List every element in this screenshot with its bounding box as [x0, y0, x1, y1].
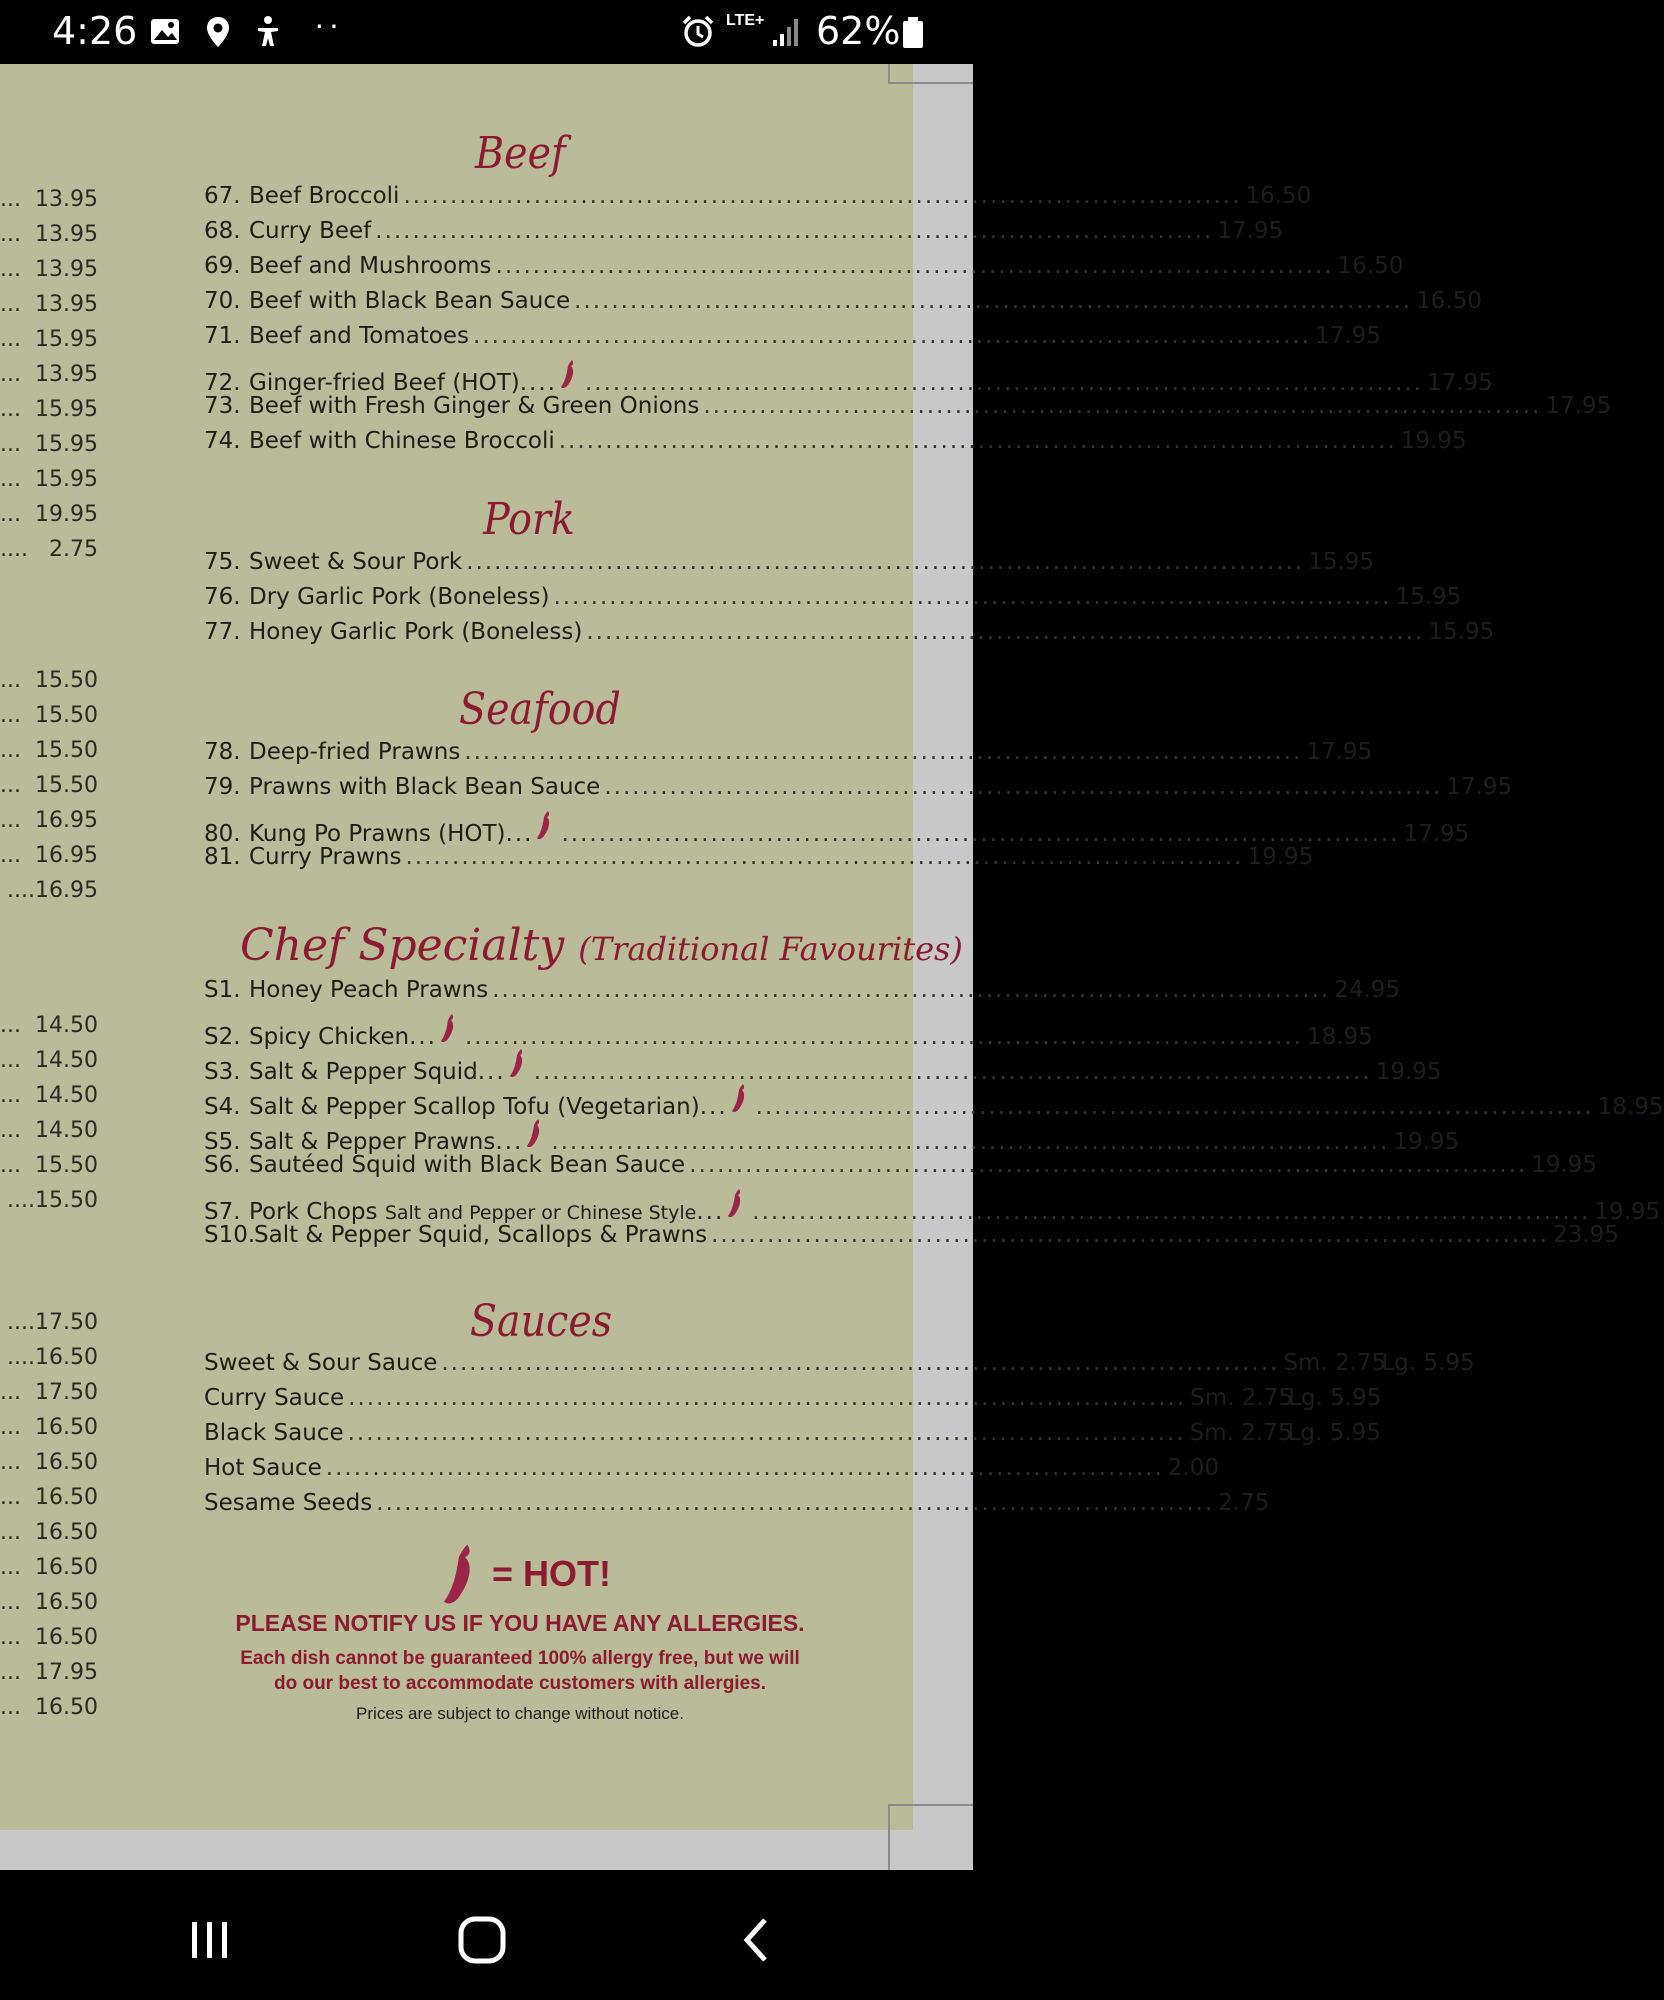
sauce-large-price: Lg. 5.95 — [1288, 1385, 1382, 1411]
item-name: Beef and Mushrooms — [249, 253, 492, 279]
chili-pepper-icon — [508, 1047, 528, 1079]
back-icon[interactable] — [725, 1910, 785, 1970]
item-price: 17.95 — [1315, 323, 1381, 349]
sauce-item: Sweet & Sour Sauce .......................................................................................... Sm. 2.75 Lg. 5.95 — [204, 1350, 1475, 1376]
menu-item: 79. Prawns with Black Bean Sauce .......................................................................................... 17.95 — [204, 774, 1513, 800]
left-price: ... 16.50 — [0, 1590, 98, 1615]
item-name: Beef with Black Bean Sauce — [249, 288, 571, 314]
hot-legend-text: = HOT! — [492, 1553, 612, 1594]
home-icon[interactable] — [452, 1910, 512, 1970]
item-price: 19.95 — [1375, 1059, 1442, 1085]
menu-item: S4. Salt & Pepper Scallop Tofu (Vegetarian) ... .......................................................................................... 18.95 — [204, 1082, 836, 1116]
left-price: ... 19.95 — [0, 502, 98, 527]
page-edge — [888, 64, 890, 84]
item-name: Beef with Chinese Broccoli — [249, 428, 555, 454]
sauce-item: Hot Sauce .......................................................................................... 2.00 — [204, 1455, 1219, 1481]
item-number: 75. — [204, 549, 241, 575]
menu-item: 81. Curry Prawns .......................................................................................... 19.95 — [204, 844, 1314, 870]
alarm-icon — [680, 14, 716, 50]
menu-page — [0, 64, 1664, 1830]
left-price: ... 15.95 — [0, 467, 98, 492]
item-price: 16.50 — [1416, 288, 1482, 314]
item-number: S7. — [204, 1199, 241, 1225]
allergy-disclaimer — [180, 1646, 860, 1696]
network-type: LTE+ — [726, 12, 765, 29]
item-number: 74. — [204, 428, 241, 454]
left-price: ... 13.95 — [0, 362, 98, 387]
signal-icon — [770, 14, 806, 50]
item-number: 73. — [204, 393, 241, 419]
sauce-large-price: Lg. 5.95 — [1287, 1420, 1381, 1446]
left-price: ... 13.95 — [0, 292, 98, 317]
item-price: 24.95 — [1334, 977, 1401, 1003]
sauce-small-price: Sm. 2.75 — [1190, 1385, 1293, 1411]
left-price: ....15.50 — [7, 1188, 98, 1213]
item-price: 19.95 — [1594, 1199, 1661, 1225]
item-price: 19.95 — [1247, 844, 1314, 870]
item-price: 15.95 — [1428, 619, 1495, 645]
item-number: 80. — [204, 821, 241, 847]
left-price: ... 13.95 — [0, 257, 98, 282]
item-price: 19.95 — [1531, 1152, 1598, 1178]
sauce-item: Sesame Seeds .......................................................................................... 2.75 — [204, 1490, 1270, 1516]
left-price: ... 17.50 — [0, 1380, 98, 1405]
item-number: S1. — [204, 977, 241, 1003]
left-price: ... 16.95 — [0, 843, 98, 868]
section-title-chef-specialty — [240, 920, 963, 971]
left-price: ... 16.50 — [0, 1415, 98, 1440]
item-name: Ginger-fried Beef (HOT) — [249, 370, 520, 396]
sauce-price: 2.75 — [1218, 1490, 1270, 1516]
item-number: 70. — [204, 288, 241, 314]
menu-item: S2. Spicy Chicken ... .......................................................................................... 18.95 — [204, 1012, 836, 1046]
item-number: S5. — [204, 1129, 241, 1155]
battery-icon — [900, 14, 926, 50]
item-name: Kung Po Prawns (HOT) — [249, 821, 506, 847]
item-name: Beef Broccoli — [249, 183, 400, 209]
item-number: 76. — [204, 584, 241, 610]
left-price: ... 13.95 — [0, 222, 98, 247]
item-name: Sweet & Sour Pork — [249, 549, 463, 575]
menu-item: 70. Beef with Black Bean Sauce .......................................................................................... 16.50 — [204, 288, 1482, 314]
left-price: ....16.50 — [7, 1345, 98, 1370]
left-price: ... 16.50 — [0, 1625, 98, 1650]
item-number: 78. — [204, 739, 241, 765]
sauce-name: Black Sauce — [204, 1420, 344, 1446]
section-title-pork: Pork — [483, 494, 575, 545]
item-price: 18.95 — [1307, 1024, 1373, 1050]
left-price: ... 14.50 — [0, 1118, 98, 1143]
item-name: Deep-fried Prawns — [249, 739, 461, 765]
left-price: ... 13.95 — [0, 187, 98, 212]
left-price: ... 15.50 — [0, 668, 98, 693]
chili-pepper-icon — [525, 1117, 545, 1149]
item-number: S10. — [204, 1222, 256, 1248]
allergy-line-1: Each dish cannot be guaranteed 100% allergy free, but we will — [240, 1648, 800, 1669]
chili-pepper-icon — [535, 809, 555, 841]
chef-specialty-subtitle: (Traditional Favourites) — [578, 930, 963, 968]
page-edge — [888, 1806, 890, 1870]
left-price: ... 16.50 — [0, 1555, 98, 1580]
left-price: ....17.50 — [7, 1310, 98, 1335]
item-price: 17.95 — [1545, 393, 1612, 419]
item-price: 17.95 — [1306, 739, 1373, 765]
chili-pepper-icon — [730, 1082, 750, 1114]
left-price: ....16.95 — [7, 878, 98, 903]
sauce-item: Curry Sauce .......................................................................................... Sm. 2.75 Lg. 5.95 — [204, 1385, 1382, 1411]
item-number: 79. — [204, 774, 241, 800]
item-name: Beef with Fresh Ginger & Green Onions — [249, 393, 700, 419]
battery-percent: 62% — [816, 9, 901, 53]
left-price: ... 15.95 — [0, 432, 98, 457]
item-name: Spicy Chicken — [249, 1024, 410, 1050]
section-title-seafood: Seafood — [458, 684, 621, 735]
menu-item: 68. Curry Beef .......................................................................................... 17.95 — [204, 218, 1284, 244]
chili-pepper-icon — [439, 1012, 459, 1044]
left-price: ... 14.50 — [0, 1083, 98, 1108]
item-price: 19.95 — [1400, 428, 1467, 454]
page-edge — [888, 1804, 973, 1806]
item-number: 71. — [204, 323, 241, 349]
item-price: 16.50 — [1337, 253, 1404, 279]
chili-pepper-icon — [440, 1540, 482, 1608]
item-name: Salt & Pepper Scallop Tofu (Vegetarian) — [249, 1094, 700, 1120]
menu-item: S1. Honey Peach Prawns .......................................................................................... 24.95 — [204, 977, 1401, 1003]
item-price: 17.95 — [1217, 218, 1284, 244]
item-number: 77. — [204, 619, 241, 645]
navigation-bar — [0, 1870, 973, 2000]
status-bar — [0, 0, 973, 64]
left-price: ... 16.95 — [0, 808, 98, 833]
sauce-name: Sesame Seeds — [204, 1490, 373, 1516]
sauce-price: 2.00 — [1167, 1455, 1219, 1481]
item-number: 72. — [204, 370, 241, 396]
left-price: ... 15.50 — [0, 703, 98, 728]
item-name: Curry Prawns — [249, 844, 402, 870]
item-number: 68. — [204, 218, 241, 244]
item-price: 17.95 — [1446, 774, 1513, 800]
allergy-headline: PLEASE NOTIFY US IF YOU HAVE ANY ALLERGIES. — [235, 1610, 805, 1636]
menu-item: 69. Beef and Mushrooms .......................................................................................... 16.50 — [204, 253, 1404, 279]
item-name: Honey Garlic Pork (Boneless) — [249, 619, 583, 645]
price-notice: Prices are subject to change without notice. — [356, 1704, 684, 1723]
menu-item: 75. Sweet & Sour Pork .......................................................................................... 15.95 — [204, 549, 1375, 575]
item-number: 81. — [204, 844, 241, 870]
left-price: .... 2.75 — [0, 537, 98, 562]
chili-pepper-icon — [559, 358, 579, 390]
menu-item: S6. Sautéed Squid with Black Bean Sauce .......................................................................................... 19.95 — [204, 1152, 1598, 1178]
item-name: Prawns with Black Bean Sauce — [249, 774, 601, 800]
section-title-beef: Beef — [475, 128, 566, 179]
left-price: ... 15.50 — [0, 1153, 98, 1178]
recent-apps-icon[interactable] — [180, 1910, 240, 1970]
item-number: S3. — [204, 1059, 241, 1085]
status-dots: ·· — [314, 6, 344, 42]
left-price: ... 16.50 — [0, 1485, 98, 1510]
sauce-small-price: Sm. 2.75 — [1189, 1420, 1293, 1446]
menu-item: 71. Beef and Tomatoes .......................................................................................... 17.95 — [204, 323, 1381, 349]
item-number: 69. — [204, 253, 241, 279]
item-name: Salt & Pepper Squid, Scallops & Prawns — [254, 1222, 708, 1248]
item-name: Beef and Tomatoes — [249, 323, 470, 349]
item-price: 19.95 — [1393, 1129, 1460, 1155]
location-icon — [200, 14, 236, 50]
gallery-icon — [148, 14, 184, 50]
sauce-name: Curry Sauce — [204, 1385, 345, 1411]
menu-item: S10. Salt & Pepper Squid, Scallops & Prawns .......................................................................................... 23.95 — [204, 1222, 1619, 1248]
accessibility-icon — [250, 14, 286, 50]
document-viewer[interactable] — [0, 64, 1664, 1870]
item-price: 17.95 — [1403, 821, 1470, 847]
page-edge — [888, 82, 973, 84]
item-price: 23.95 — [1553, 1222, 1619, 1248]
menu-item: 80. Kung Po Prawns (HOT) ... .......................................................................................... 17.95 — [204, 809, 836, 843]
left-price: ... 15.95 — [0, 397, 98, 422]
left-price: ... 16.50 — [0, 1450, 98, 1475]
sauce-name: Hot Sauce — [204, 1455, 322, 1481]
chef-specialty-title: Chef Specialty — [240, 920, 565, 971]
item-number: S6. — [204, 1152, 241, 1178]
menu-item: 74. Beef with Chinese Broccoli .......................................................................................... 19.95 — [204, 428, 1467, 454]
chili-pepper-icon — [726, 1187, 746, 1219]
menu-item: 67. Beef Broccoli .......................................................................................... 16.50 — [204, 183, 1312, 209]
sauce-large-price: Lg. 5.95 — [1381, 1350, 1475, 1376]
item-note: Salt and Pepper or Chinese Style — [384, 1202, 697, 1224]
menu-item: S5. Salt & Pepper Prawns ... .......................................................................................... 19.95 — [204, 1117, 836, 1151]
menu-item: 78. Deep-fried Prawns .......................................................................................... 17.95 — [204, 739, 1373, 765]
item-name: Salt & Pepper Prawns — [249, 1129, 496, 1155]
item-price: 15.95 — [1308, 549, 1375, 575]
item-price: 18.95 — [1597, 1094, 1664, 1120]
left-price: ... 16.50 — [0, 1695, 98, 1720]
left-price: ... 14.50 — [0, 1048, 98, 1073]
menu-item: S7. Pork Chops Salt and Pepper or Chinese Style ... .......................................................................................... 19.95 — [204, 1187, 836, 1221]
item-name: Salt & Pepper Squid — [249, 1059, 478, 1085]
allergy-line-2: do our best to accommodate customers with allergies. — [273, 1673, 766, 1694]
item-name: Sautéed Squid with Black Bean Sauce — [249, 1152, 686, 1178]
status-time: 4:26 — [52, 9, 138, 53]
left-price: ... 15.50 — [0, 738, 98, 763]
sauce-item: Black Sauce .......................................................................................... Sm. 2.75 Lg. 5.95 — [204, 1420, 1381, 1446]
left-price: ... 17.95 — [0, 1660, 98, 1685]
section-title-sauces: Sauces — [469, 1296, 613, 1347]
left-price: ... 15.95 — [0, 327, 98, 352]
item-price: 16.50 — [1245, 183, 1312, 209]
item-price: 15.95 — [1395, 584, 1462, 610]
item-name: Honey Peach Prawns — [249, 977, 489, 1003]
item-number: 67. — [204, 183, 241, 209]
left-price: ... 14.50 — [0, 1013, 98, 1038]
item-price: 17.95 — [1426, 370, 1493, 396]
menu-item: 72. Ginger-fried Beef (HOT) .... .......................................................................................... 17.95 — [204, 358, 836, 392]
menu-item: 76. Dry Garlic Pork (Boneless) .......................................................................................... 15.95 — [204, 584, 1462, 610]
left-price: ... 16.50 — [0, 1520, 98, 1545]
hot-legend — [440, 1538, 611, 1610]
menu-item: S3. Salt & Pepper Squid ... .......................................................................................... 19.95 — [204, 1047, 836, 1081]
menu-item: 73. Beef with Fresh Ginger & Green Onions .......................................................................................... 17.95 — [204, 393, 1612, 419]
menu-item: 77. Honey Garlic Pork (Boneless) .......................................................................................... 15.95 — [204, 619, 1495, 645]
sauce-name: Sweet & Sour Sauce — [204, 1350, 438, 1376]
item-name: Curry Beef — [249, 218, 372, 244]
sauce-small-price: Sm. 2.75 — [1283, 1350, 1387, 1376]
item-name: Pork Chops — [249, 1199, 378, 1225]
item-number: S2. — [204, 1024, 241, 1050]
item-number: S4. — [204, 1094, 241, 1120]
item-name: Dry Garlic Pork (Boneless) — [249, 584, 550, 610]
left-price: ... 15.50 — [0, 773, 98, 798]
